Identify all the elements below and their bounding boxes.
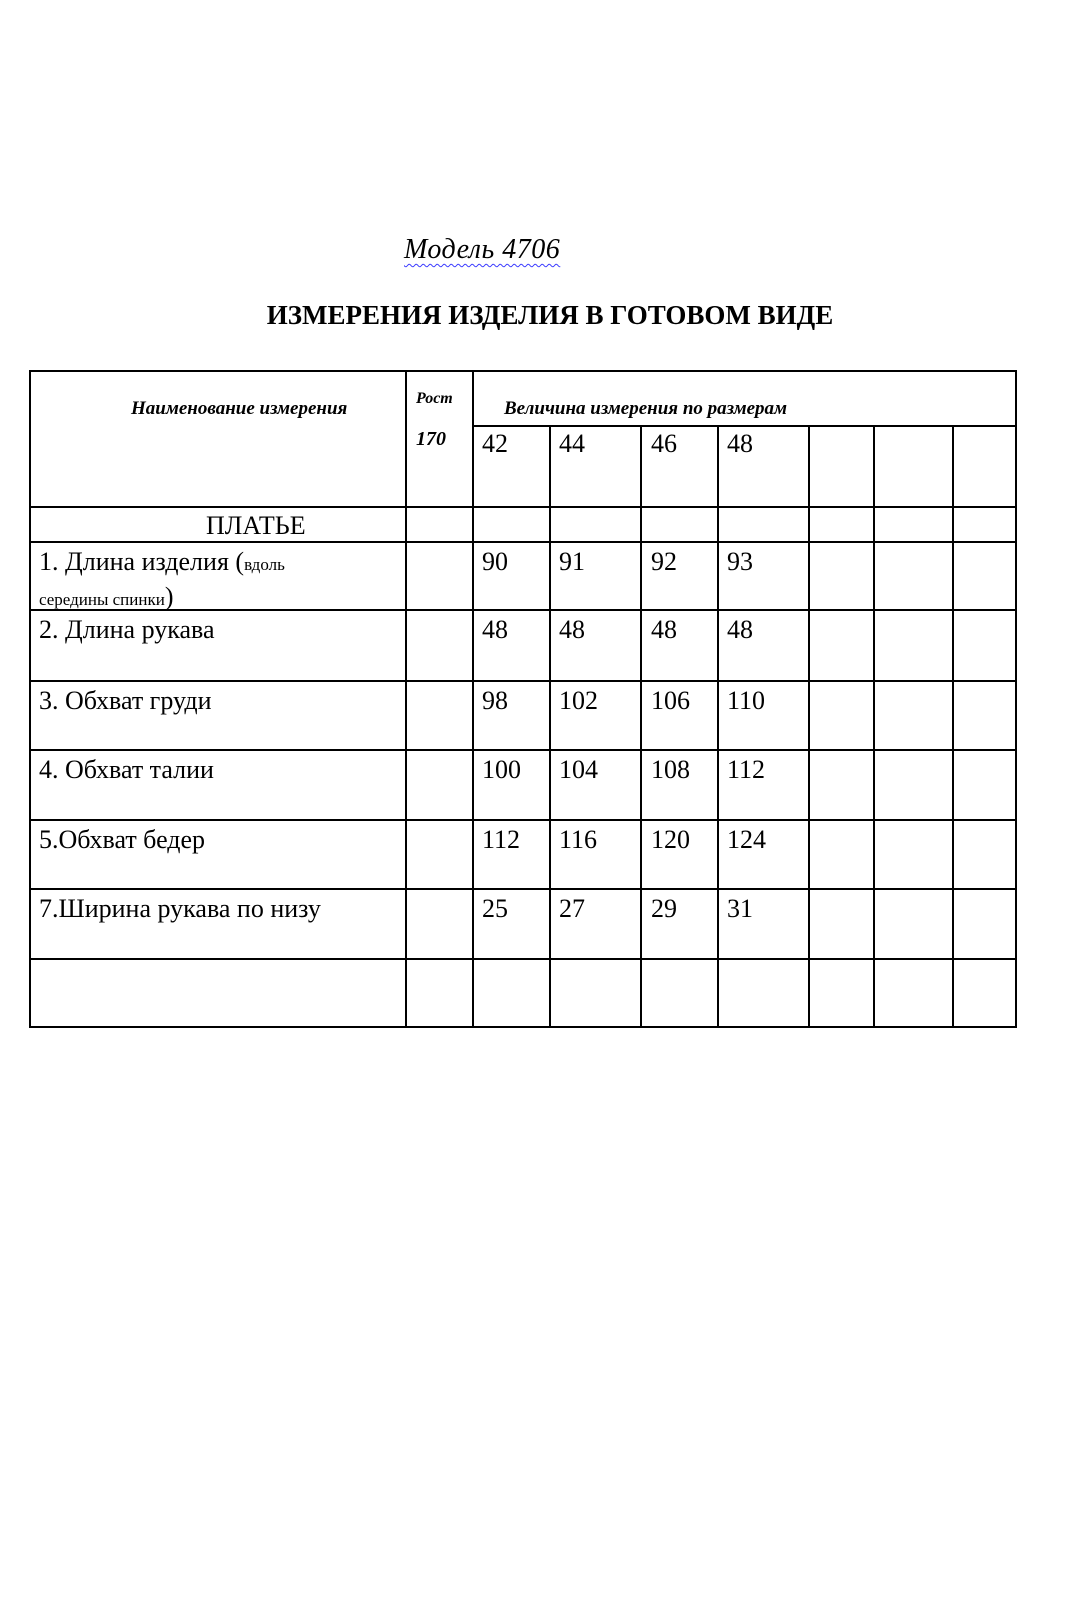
table-row-label: 7.Ширина рукава по низу bbox=[39, 894, 321, 923]
table-cell-value: 31 bbox=[727, 894, 753, 923]
table-cell-value: 112 bbox=[482, 825, 521, 854]
table-cell-value: 91 bbox=[559, 547, 585, 576]
column-header-size-group: Величина измерения по размерам bbox=[504, 398, 788, 419]
table-cell-value: 93 bbox=[727, 547, 753, 576]
table-cell-value: 48 bbox=[727, 615, 753, 644]
column-header-measurement-name: Наименование измерения bbox=[131, 398, 348, 419]
table-row-label: 2. Длина рукава bbox=[39, 615, 215, 644]
table-cell-value: 92 bbox=[651, 547, 677, 576]
table-cell-value: 120 bbox=[651, 825, 690, 854]
table-cell-value: 110 bbox=[727, 686, 766, 715]
section-label: ПЛАТЬЕ bbox=[206, 511, 306, 540]
table-row-label: 4. Обхват талии bbox=[39, 755, 214, 784]
table-cell-value: 90 bbox=[482, 547, 508, 576]
row-label-note-2: середины спинки bbox=[39, 590, 165, 609]
table-cell-value: 124 bbox=[727, 825, 766, 854]
row-label-note: вдоль bbox=[244, 555, 285, 574]
table-cell-value: 104 bbox=[559, 755, 598, 784]
table-cell-value: 102 bbox=[559, 686, 598, 715]
row-label-close: ) bbox=[164, 582, 174, 611]
table-cell-value: 112 bbox=[727, 755, 766, 784]
size-header: 46 bbox=[651, 429, 677, 458]
table-cell-value: 29 bbox=[651, 894, 677, 923]
size-header: 48 bbox=[727, 429, 753, 458]
table-cell-value: 48 bbox=[482, 615, 508, 644]
table-row-label: 3. Обхват груди bbox=[39, 686, 212, 715]
table-cell-value: 98 bbox=[482, 686, 508, 715]
table-cell-value: 116 bbox=[559, 825, 598, 854]
height-value: 170 bbox=[416, 428, 446, 450]
column-header-height: Рост bbox=[416, 390, 453, 407]
document-heading: ИЗМЕРЕНИЯ ИЗДЕЛИЯ В ГОТОВОМ ВИДЕ bbox=[266, 300, 834, 330]
size-header: 42 bbox=[482, 429, 508, 458]
table-row-label bbox=[39, 549, 285, 575]
table-cell-value: 106 bbox=[651, 686, 690, 715]
row-label-text: 1. Длина изделия ( bbox=[39, 547, 245, 576]
table-row-label: 5.Обхват бедер bbox=[39, 825, 206, 854]
table-cell-value: 48 bbox=[559, 615, 585, 644]
measurements-table bbox=[29, 370, 1017, 1028]
model-title: Модель 4706 bbox=[404, 234, 561, 265]
table-cell-value: 25 bbox=[482, 894, 508, 923]
table-cell-value: 100 bbox=[482, 755, 521, 784]
size-header: 44 bbox=[559, 429, 585, 458]
table-cell-value: 108 bbox=[651, 755, 690, 784]
table-row-label-cont bbox=[39, 584, 174, 610]
table-cell-value: 48 bbox=[651, 615, 677, 644]
table-cell-value: 27 bbox=[559, 894, 585, 923]
